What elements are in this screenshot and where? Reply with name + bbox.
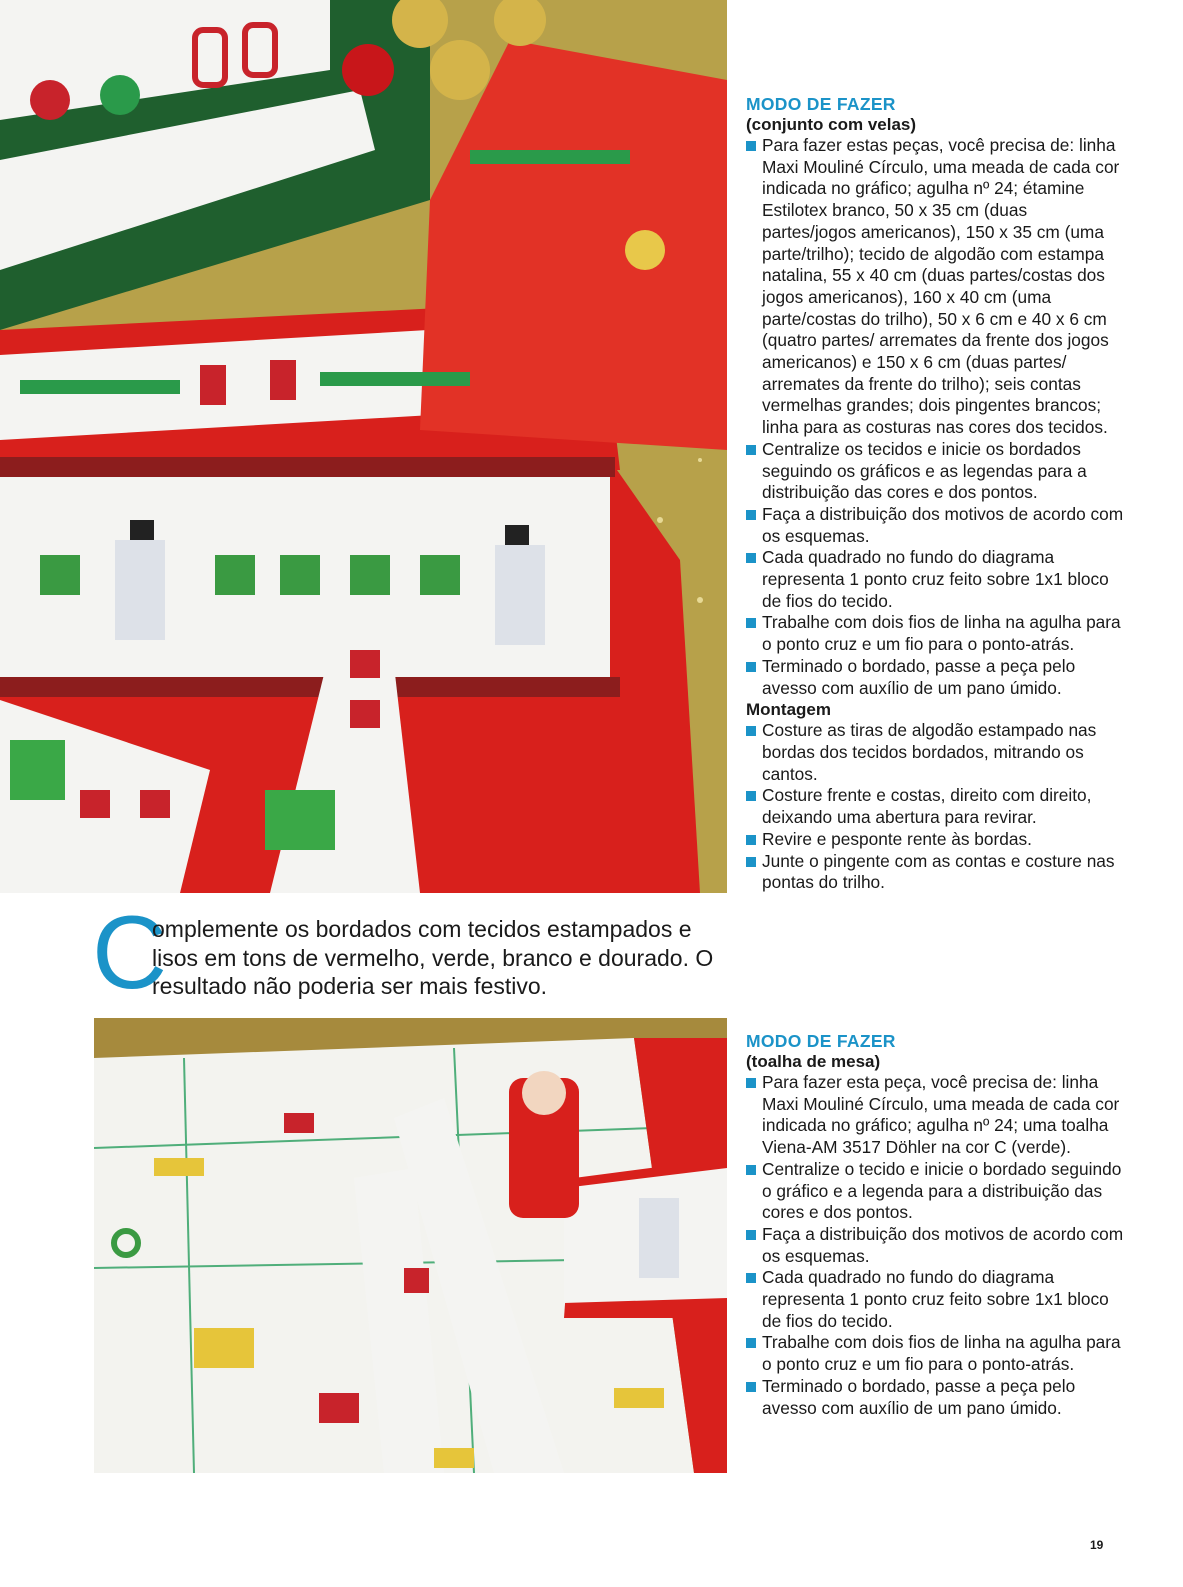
list-item: Trabalhe com dois fios de linha na agulha para o ponto cruz e um fio para o ponto-atrás. (746, 1332, 1126, 1375)
list-item: Revire e pesponte rente às bordas. (746, 829, 1126, 851)
section-title: MODO DE FAZER (746, 94, 896, 114)
page-number: 19 (1090, 1538, 1104, 1552)
intro-text: omplemente os bordados com tecidos estampados e lisos em tons de vermelho, verde, branco e dourado. O resultado não poderia ser mais festivo. (152, 916, 714, 999)
square-bullet-icon (746, 662, 756, 672)
square-bullet-icon (746, 857, 756, 867)
square-bullet-icon (746, 791, 756, 801)
square-bullet-icon (746, 141, 756, 151)
section-subtitle: (toalha de mesa) (746, 1052, 881, 1071)
list-item: Faça a distribuição dos motivos de acordo com os esquemas. (746, 1224, 1126, 1267)
list-item: Junte o pingente com as contas e costure nas pontas do trilho. (746, 851, 1126, 894)
list-item: Faça a distribuição dos motivos de acordo com os esquemas. (746, 504, 1126, 547)
assembly-heading: Montagem (746, 700, 831, 720)
list-item: Para fazer estas peças, você precisa de: linha Maxi Mouliné Círculo, uma meada de cada cor indicada no gráfico; agulha nº 24; étamine Estilotex branco, 50 x 35 cm (duas partes/jogos americanos), 150 x 35 cm (uma parte/trilho); tecido de algodão com estampa natalina, 55 x 40 cm (duas partes/costas dos jogos americanos), 160 x 40 cm (uma parte/costas do trilho), 50 x 6 cm e 40 x 6 cm (quatro partes/ arremates da frente dos jogos americanos) e 150 x 6 cm (duas partes/ arremates da frente do trilho); seis contas vermelhas grandes; dois pingentes brancos; linha para as costuras nas cores dos tecidos. (746, 135, 1126, 439)
list-item: Cada quadrado no fundo do diagrama representa 1 ponto cruz feito sobre 1x1 bloco de fios do tecido. (746, 547, 1126, 612)
square-bullet-icon (746, 1078, 756, 1088)
square-bullet-icon (746, 1338, 756, 1348)
instructions-section-candles (746, 94, 1126, 894)
square-bullet-icon (746, 1230, 756, 1240)
list-item: Trabalhe com dois fios de linha na agulha para o ponto cruz e um fio para o ponto-atrás. (746, 612, 1126, 655)
list-item: Terminado o bordado, passe a peça pelo avesso com auxílio de um pano úmido. (746, 1376, 1126, 1419)
square-bullet-icon (746, 553, 756, 563)
intro-caption (92, 895, 724, 1011)
square-bullet-icon (746, 510, 756, 520)
steps-list (746, 1072, 1126, 1419)
list-item: Costure frente e costas, direito com direito, deixando uma abertura para revirar. (746, 785, 1126, 828)
square-bullet-icon (746, 1165, 756, 1175)
list-item: Costure as tiras de algodão estampado nas bordas dos tecidos bordados, mitrando os cantos. (746, 720, 1126, 785)
square-bullet-icon (746, 835, 756, 845)
list-item: Para fazer esta peça, você precisa de: linha Maxi Mouliné Círculo, uma meada de cada cor indicada no gráfico; agulha nº 24; uma toalha Viena-AM 3517 Döhler na cor C (verde). (746, 1072, 1126, 1159)
square-bullet-icon (746, 445, 756, 455)
square-bullet-icon (746, 726, 756, 736)
steps-list (746, 135, 1126, 699)
drop-cap: C (92, 895, 168, 1011)
section-subtitle: (conjunto com velas) (746, 115, 917, 134)
square-bullet-icon (746, 1382, 756, 1392)
photo-christmas-runner-set (0, 0, 727, 893)
square-bullet-icon (746, 618, 756, 628)
list-item: Cada quadrado no fundo do diagrama representa 1 ponto cruz feito sobre 1x1 bloco de fios do tecido. (746, 1267, 1126, 1332)
list-item: Centralize os tecidos e inicie os bordados seguindo os gráficos e as legendas para a distribuição das cores e dos pontos. (746, 439, 1126, 504)
list-item: Centralize o tecido e inicie o bordado seguindo o gráfico e a legenda para a distribuição das cores e dos pontos. (746, 1159, 1126, 1224)
square-bullet-icon (746, 1273, 756, 1283)
photo-tablecloth (94, 1018, 727, 1473)
list-item: Terminado o bordado, passe a peça pelo avesso com auxílio de um pano úmido. (746, 656, 1126, 699)
assembly-list (746, 720, 1126, 894)
section-title: MODO DE FAZER (746, 1031, 896, 1051)
instructions-section-tablecloth (746, 1031, 1126, 1419)
